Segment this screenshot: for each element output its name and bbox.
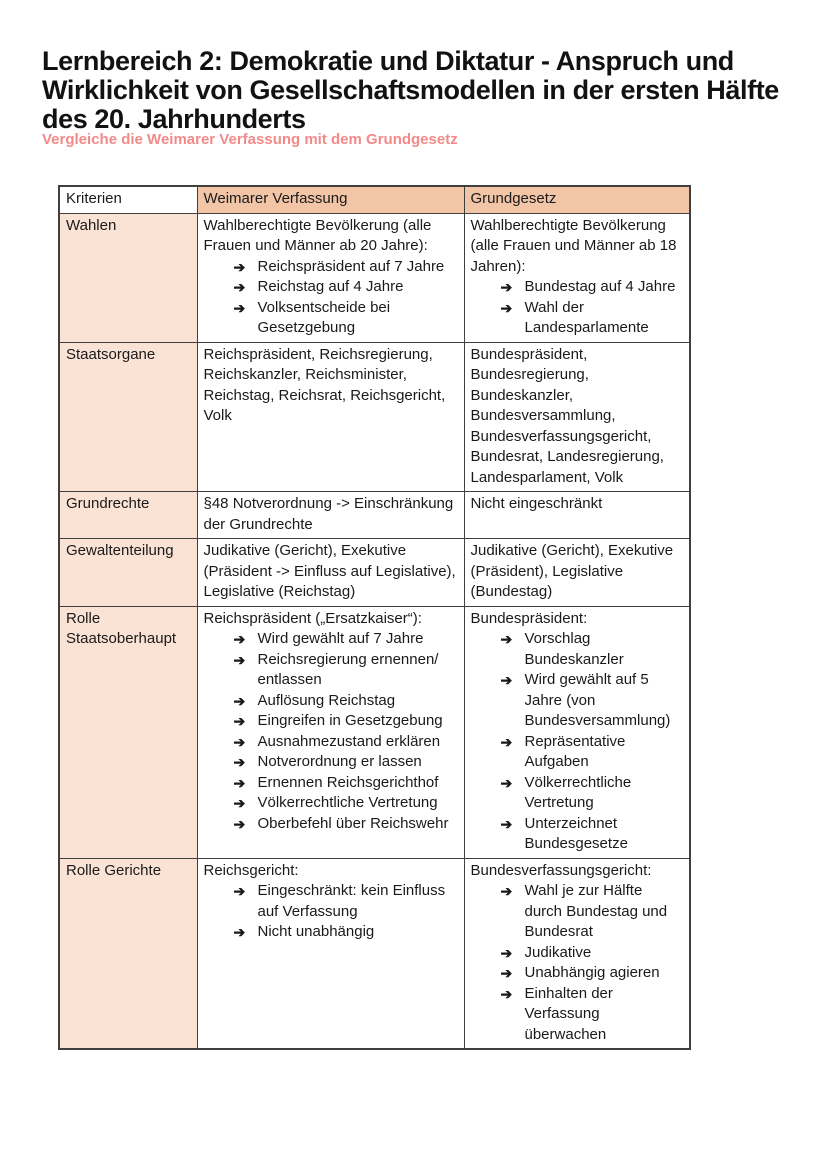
criterion-cell: Rolle Gerichte xyxy=(59,858,197,1049)
bullet-text: Auflösung Reichstag xyxy=(257,691,396,709)
page-title: Lernbereich 2: Demokratie und Diktatur - Anspruch und Wirklichkeit von Gesellschaftsmodellen in der ersten Hälfte des 20. Jahrhunderts xyxy=(42,46,779,134)
weimar-cell xyxy=(197,858,464,1049)
bullet-list xyxy=(204,881,458,943)
criterion-cell: Gewaltenteilung xyxy=(59,539,197,607)
bullet-list xyxy=(471,881,684,1045)
bullet-item xyxy=(234,277,458,298)
weimar-cell xyxy=(197,342,464,492)
arrow-bullet-icon: ➔ xyxy=(233,651,246,668)
bullet-item xyxy=(234,773,458,794)
bullet-item xyxy=(501,773,684,814)
bullet-item xyxy=(234,629,458,650)
criterion-cell: Wahlen xyxy=(59,213,197,342)
cell-intro: Nicht eingeschränkt xyxy=(470,495,603,512)
bullet-text: Völkerrechtliche Vertretung xyxy=(257,794,438,811)
grundgesetz-cell xyxy=(464,213,690,342)
bullet-text: Volksentscheide bei Gesetzgebung xyxy=(257,298,391,336)
bullet-text: Eingreifen in Gesetzgebung xyxy=(257,712,443,729)
bullet-item xyxy=(234,922,458,943)
arrow-bullet-icon: ➔ xyxy=(233,774,246,791)
cell-intro: Bundespräsident: xyxy=(470,609,588,627)
arrow-bullet-icon: ➔ xyxy=(500,299,513,316)
arrow-bullet-icon: ➔ xyxy=(233,924,246,940)
arrow-bullet-icon: ➔ xyxy=(233,754,246,770)
grundgesetz-cell xyxy=(464,342,690,492)
bullet-text: Eingeschränkt: kein Einfluss auf Verfassung xyxy=(257,882,446,920)
header-row xyxy=(59,186,690,213)
table-row xyxy=(59,342,690,492)
bullet-text: Völkerrechtliche Vertretung xyxy=(524,773,632,811)
bullet-text: Notverordnung er lassen xyxy=(257,753,422,770)
header-kriterien: Kriterien xyxy=(59,186,197,213)
header-weimarer-verfassung: Weimarer Verfassung xyxy=(197,186,464,213)
cell-intro: §48 Notverordnung -> Einschränkung der Grundrechte xyxy=(203,495,454,533)
bullet-item xyxy=(234,650,458,691)
arrow-bullet-icon: ➔ xyxy=(233,883,246,899)
cell-intro: Judikative (Gericht), Exekutive (Präsident), Legislative (Bundestag) xyxy=(470,542,674,600)
arrow-bullet-icon: ➔ xyxy=(233,713,246,729)
arrow-bullet-icon: ➔ xyxy=(500,672,513,688)
bullet-item xyxy=(234,881,458,922)
bullet-item xyxy=(234,732,458,753)
arrow-bullet-icon: ➔ xyxy=(500,883,513,899)
bullet-list xyxy=(204,629,458,834)
bullet-text: Ernennen Reichsgerichthof xyxy=(257,773,439,791)
bullet-item xyxy=(501,732,684,773)
arrow-bullet-icon: ➔ xyxy=(233,279,246,295)
bullet-text: Unterzeichnet Bundesgesetze xyxy=(524,814,628,852)
arrow-bullet-icon: ➔ xyxy=(233,692,246,709)
bullet-item xyxy=(501,277,684,298)
bullet-text: Repräsentative Aufgaben xyxy=(524,732,626,770)
table-row xyxy=(59,492,690,539)
bullet-text: Reichstag auf 4 Jahre xyxy=(257,278,404,295)
grundgesetz-cell xyxy=(464,606,690,858)
bullet-list xyxy=(471,277,684,339)
arrow-bullet-icon: ➔ xyxy=(500,944,513,961)
table-row xyxy=(59,213,690,342)
bullet-text: Wahl der Landesparlamente xyxy=(524,298,649,336)
criterion-cell: Rolle Staatsoberhaupt xyxy=(59,606,197,858)
bullet-list xyxy=(204,257,458,339)
grundgesetz-cell xyxy=(464,492,690,539)
bullet-text: Ausnahmezustand erklären xyxy=(257,732,441,750)
grundgesetz-cell xyxy=(464,858,690,1049)
bullet-text: Nicht unabhängig xyxy=(257,923,375,940)
bullet-item xyxy=(501,943,684,964)
cell-intro: Reichspräsident („Ersatzkaiser“): xyxy=(203,609,422,627)
arrow-bullet-icon: ➔ xyxy=(500,733,513,750)
table-row xyxy=(59,858,690,1049)
arrow-bullet-icon: ➔ xyxy=(500,985,513,1002)
weimar-cell xyxy=(197,492,464,539)
grundgesetz-cell xyxy=(464,539,690,607)
bullet-item xyxy=(501,963,684,984)
cell-intro: Bundesverfassungsgericht: xyxy=(470,861,652,879)
bullet-item xyxy=(234,814,458,835)
table-row xyxy=(59,539,690,607)
arrow-bullet-icon: ➔ xyxy=(233,815,246,832)
bullet-item xyxy=(234,711,458,732)
bullet-item xyxy=(501,670,684,732)
cell-intro: Bundespräsident, Bundesregierung, Bundeskanzler, Bundesversammlung, Bundesverfassungsgericht, Bundesrat, Landesregierung, Landesparlament, Volk xyxy=(470,345,664,486)
arrow-bullet-icon: ➔ xyxy=(500,815,513,832)
criterion-cell: Grundrechte xyxy=(59,492,197,539)
weimar-cell xyxy=(197,606,464,858)
table-body xyxy=(59,213,690,1049)
bullet-item xyxy=(234,691,458,712)
bullet-text: Reichsregierung ernennen/ entlassen xyxy=(257,650,439,688)
comparison-table xyxy=(58,185,691,1050)
table-row xyxy=(59,606,690,858)
page-subtitle: Vergleiche die Weimarer Verfassung mit dem Grundgesetz xyxy=(42,131,458,148)
criterion-cell: Staatsorgane xyxy=(59,342,197,492)
header-grundgesetz: Grundgesetz xyxy=(464,186,690,213)
arrow-bullet-icon: ➔ xyxy=(500,965,513,981)
cell-intro: Reichspräsident, Reichsregierung, Reichskanzler, Reichsminister, Reichstag, Reichsrat, Reichsgericht, Volk xyxy=(203,345,446,424)
bullet-item xyxy=(501,814,684,855)
cell-intro: Wahlberechtigte Bevölkerung (alle Frauen und Männer ab 20 Jahre): xyxy=(203,216,432,254)
bullet-item xyxy=(234,298,458,339)
bullet-item xyxy=(501,984,684,1046)
arrow-bullet-icon: ➔ xyxy=(233,299,246,316)
bullet-text: Oberbefehl über Reichswehr xyxy=(257,814,449,832)
bullet-text: Bundestag auf 4 Jahre xyxy=(524,278,676,295)
weimar-cell xyxy=(197,539,464,607)
table-header xyxy=(59,186,690,213)
bullet-text: Wird gewählt auf 5 Jahre (von Bundesversammlung) xyxy=(524,671,671,729)
bullet-text: Wahl je zur Hälfte durch Bundestag und Bundesrat xyxy=(524,882,668,940)
bullet-text: Judikative xyxy=(524,943,592,961)
arrow-bullet-icon: ➔ xyxy=(500,279,513,295)
bullet-item xyxy=(234,793,458,814)
bullet-item xyxy=(234,257,458,278)
arrow-bullet-icon: ➔ xyxy=(233,258,246,275)
bullet-text: Vorschlag Bundeskanzler xyxy=(524,630,624,668)
bullet-text: Wird gewählt auf 7 Jahre xyxy=(257,630,424,647)
cell-intro: Judikative (Gericht), Exekutive (Präsident -> Einfluss auf Legislative), Legislative (Reichstag) xyxy=(203,542,456,600)
bullet-text: Einhalten der Verfassung überwachen xyxy=(524,984,613,1043)
bullet-item xyxy=(501,881,684,943)
arrow-bullet-icon: ➔ xyxy=(233,631,246,647)
bullet-list xyxy=(471,629,684,855)
cell-intro: Wahlberechtigte Bevölkerung (alle Frauen und Männer ab 18 Jahren): xyxy=(470,216,677,275)
arrow-bullet-icon: ➔ xyxy=(500,631,513,647)
bullet-item xyxy=(501,298,684,339)
arrow-bullet-icon: ➔ xyxy=(233,733,246,750)
bullet-item xyxy=(501,629,684,670)
bullet-item xyxy=(234,752,458,773)
arrow-bullet-icon: ➔ xyxy=(233,795,246,811)
bullet-text: Unabhängig agieren xyxy=(524,964,660,981)
weimar-cell xyxy=(197,213,464,342)
cell-intro: Reichsgericht: xyxy=(203,861,299,879)
arrow-bullet-icon: ➔ xyxy=(500,774,513,791)
bullet-text: Reichspräsident auf 7 Jahre xyxy=(257,257,445,275)
